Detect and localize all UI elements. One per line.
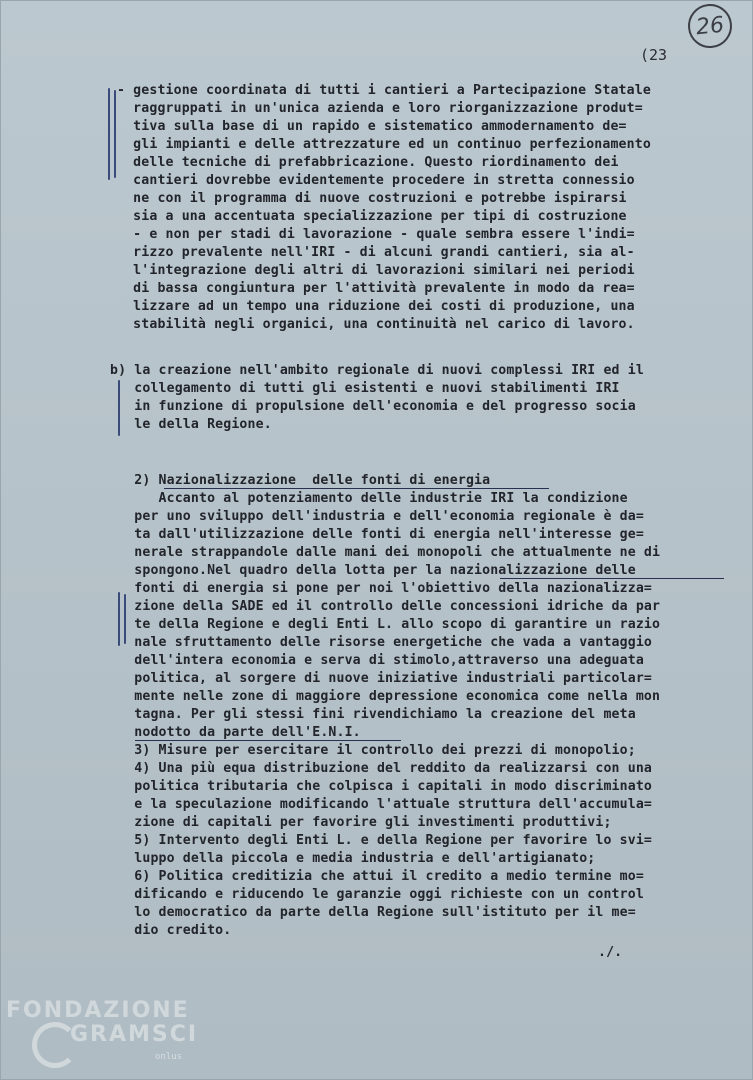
text-line: spongono.Nel quadro della lotta per la nazionalizzazione delle [110,563,636,578]
text-line: di bassa congiuntura per l'attività prevalente in modo da rea= [117,281,635,296]
stamp-number: 26 [694,12,726,40]
text-line: in funzione di propulsione dell'economia e del progresso socia [110,399,636,414]
text-line: lo democratico da parte della Regione sull'istituto per il me= [110,905,636,920]
page-number: (23 [640,46,668,64]
text-line: ta dall'utilizzazione delle fonti di energia nell'interesse ge= [110,527,644,542]
text-line: gli impianti e delle attrezzature ed un continuo perfezionamento [117,137,651,152]
archive-stamp [686,2,734,50]
text-line: sia a una accentuata specializzazione per tipi di costruzione [117,209,627,224]
text-line: tagna. Per gli stessi fini rivendichiamo la creazione del meta [110,707,636,722]
text-line: cantieri dovrebbe evidentemente procedere in stretta connessio [117,173,635,188]
section-heading: 2) Nazionalizzazione delle fonti di energia [110,473,491,488]
underline [135,740,401,741]
text-line: fonti di energia si pone per noi l'obiettivo della nazionalizza= [110,581,652,596]
text-line: le della Regione. [110,417,272,432]
watermark-line1: FONDAZIONE [6,998,190,1023]
text-line: - gestione coordinata di tutti i cantieri a Partecipazione Statale [117,83,651,98]
text-line: luppo della piccola e media industria e dell'artigianato; [110,851,596,866]
text-line: rizzo prevalente nell'IRI - di alcuni grandi cantieri, sia al- [117,245,635,260]
text-line: l'integrazione degli altri di lavorazioni similari nei periodi [117,263,635,278]
text-line: nerale strappandole dalle mani dei monopoli che attualmente ne di [110,545,661,560]
text-line: dio credito. [110,923,232,938]
text-line: collegamento di tutti gli esistenti e nuovi stabilimenti IRI [110,381,620,396]
text-line: mente nelle zone di maggiore depressione economica come nella mon [110,689,661,704]
page-continuation: ./. [598,945,623,960]
text-line: 6) Politica creditizia che attui il credito a medio termine mo= [110,869,644,884]
text-line: delle tecniche di prefabbricazione. Questo riordinamento dei [117,155,619,170]
text-line: raggruppati in un'unica azienda e loro riorganizzazione produt= [117,101,643,116]
text-line: 4) Una più equa distribuzione del reddito da realizzarsi con una [110,761,652,776]
text-line: politica tributaria che colpisca i capitali in modo discriminato [110,779,652,794]
underline [500,578,724,579]
text-line: te della Regione e degli Enti L. allo scopo di garantire un razio [110,617,661,632]
text-line: dell'intera economia e serva di stimolo,attraverso una adeguata [110,653,644,668]
margin-mark-1 [108,88,110,180]
text-line: tiva sulla base di un rapido e sistematico ammodernamento de= [117,119,627,134]
text-line: nodotto da parte dell'E.N.I. [110,725,361,740]
text-line: politica, al sorgere di nuove iniziative industriali particolar= [110,671,652,686]
underline [164,488,549,489]
text-line: Accanto al potenziamento delle industrie IRI la condizione [110,491,628,506]
text-line: zione della SADE ed il controllo delle concessioni idriche da par [110,599,661,614]
text-line: 3) Misure per esercitare il controllo dei prezzi di monopolio; [110,743,636,758]
text-line: per uno sviluppo dell'industria e dell'economia regionale è da= [110,509,644,524]
text-line: nale sfruttamento delle risorse energetiche che vada a vantaggio [110,635,652,650]
text-line: b) la creazione nell'ambito regionale di nuovi complessi IRI ed il [110,363,644,378]
text-line: - e non per stadi di lavorazione - quale sembra essere l'indi= [117,227,635,242]
text-line: ne con il programma di nuove costruzioni e potrebbe ispirarsi [117,191,627,206]
watermark-line2: GRAMSCI [70,1022,199,1047]
text-line: zione di capitali per favorire gli investimenti produttivi; [110,815,612,830]
text-line: e la speculazione modificando l'attuale struttura dell'accumula= [110,797,652,812]
margin-mark-1b [114,90,116,178]
text-line: 5) Intervento degli Enti L. e della Regione per favorire lo svi= [110,833,652,848]
text-line: dificando e riducendo le garanzie oggi richieste con un control [110,887,644,902]
text-line: lizzare ad un tempo una riduzione dei costi di produzione, una [117,299,635,314]
watermark-small: onlus [155,1052,183,1062]
text-line: stabilità negli organici, una continuità nel carico di lavoro. [117,317,635,332]
